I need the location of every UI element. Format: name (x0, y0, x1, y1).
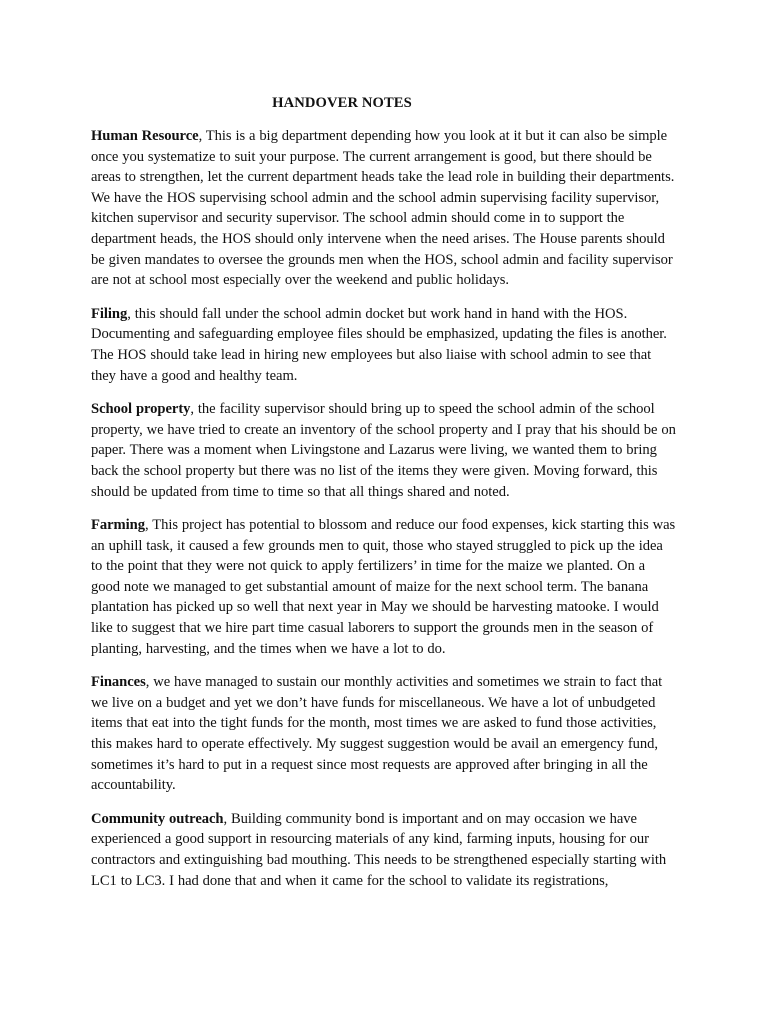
section-heading: Farming (91, 517, 145, 534)
section-body: , this should fall under the school admin docket but work hand in hand with the HOS. Documenting and safeguarding employee files should be emphasized, updating the files is another. The HOS should take lead in hiring new employees but also liaise with school admin to see that they have a good and healthy team. (91, 305, 667, 384)
section-community-outreach (91, 809, 677, 891)
section-heading: Finances (91, 674, 146, 691)
section-heading: Human Resource (91, 128, 199, 144)
section-human-resource (91, 126, 677, 291)
section-body: , Building community bond is important and on may occasion we have experienced a good support in resourcing materials of any kind, farming inputs, housing for our contractors and extinguishing bad mouthing. This needs to be strengthened especially starting with LC1 to LC3. I had done that and when it came for the school to validate its registrations, (91, 810, 667, 889)
section-body: , This project has potential to blossom and reduce our food expenses, kick starting this was an uphill task, it caused a few grounds men to quit, those who stayed struggled to pick up the idea to the point that they were not quick to apply fertilizers’ in time for the maize we planted. On a good note we managed to get substantial amount of maize for the next school term. The banana plantation has picked up so well that next year in May we should be harvesting matooke. I would like to suggest that we hire part time casual laborers to support the grounds men in the season of planting, harvesting, and the times when we have a lot to do. (91, 517, 676, 657)
document-title: HANDOVER NOTES (272, 95, 412, 111)
section-body: , This is a big department depending how you look at it but it can also be simple once you systematize to suit your purpose. The current arrangement is good, but there should be areas to strengthen, let the current department heads take the lead role in building their departments. We have the HOS supervising school admin and the school admin supervising facility supervisor, kitchen supervisor and security supervisor. The school admin should come in to support the department heads, the HOS should only intervene when the need arises. The House parents should be given mandates to oversee the grounds men when the HOS, school admin and facility supervisor are not at school most especially over the weekend and public holidays. (91, 128, 675, 289)
section-school-property (91, 399, 677, 502)
document-page (91, 93, 677, 904)
section-heading: Community outreach (91, 810, 224, 827)
section-body: , we have managed to sustain our monthly activities and sometimes we strain to fact that we live on a budget and yet we don’t have funds for miscellaneous. We have a lot of unbudgeted items that eat into the tight funds for the month, most times we are asked to fund those activities, this makes hard to operate effectively. My suggest suggestion would be avail an emergency fund, sometimes it’s hard to put in a request since most requests are approved after bringing in all the accountability. (91, 674, 663, 794)
section-finances (91, 672, 677, 796)
section-filing (91, 304, 677, 386)
section-farming (91, 515, 677, 659)
section-heading: School property (91, 401, 191, 418)
section-heading: Filing (91, 305, 128, 322)
section-body: , the facility supervisor should bring up to speed the school admin of the school property, we have tried to create an inventory of the school property and I pray that his should be on paper. There was a moment when Livingstone and Lazarus were living, we wanted them to bring back the school property but there was no list of the items they were given. Moving forward, this should be updated from time to time so that all things shared and noted. (91, 401, 676, 500)
